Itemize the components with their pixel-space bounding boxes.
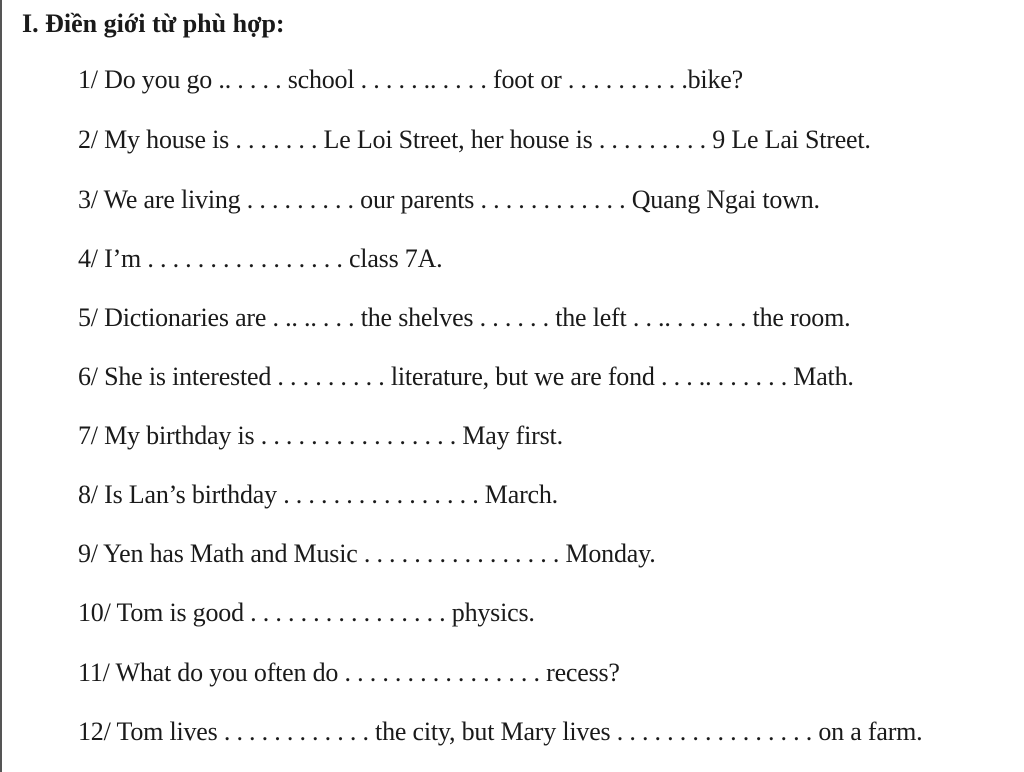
exercise-item-6: 6/ She is interested . . . . . . . . . literature, but we are fond . . . .. . . . . . . Math. [78,362,854,391]
exercise-item-7: 7/ My birthday is . . . . . . . . . . . . . . . . May first. [78,421,563,450]
exercise-heading: I. Điền giới từ phù hợp: [22,9,285,38]
exercise-item-5: 5/ Dictionaries are . .. .. . . . the shelves . . . . . . the left . . .. . . . . . . the room. [78,303,851,332]
exercise-item-4: 4/ I’m . . . . . . . . . . . . . . . . class 7A. [78,244,443,273]
exercise-item-1: 1/ Do you go .. . . . . school . . . . . .. . . . . foot or . . . . . . . . . .bike? [78,65,743,94]
exercise-item-12: 12/ Tom lives . . . . . . . . . . . . the city, but Mary lives . . . . . . . . . . . . . . . . on a farm. [78,717,923,746]
exercise-item-9: 9/ Yen has Math and Music . . . . . . . . . . . . . . . . Monday. [78,539,656,568]
exercise-item-11: 11/ What do you often do . . . . . . . . . . . . . . . . recess? [78,658,620,687]
exercise-item-3: 3/ We are living . . . . . . . . . our parents . . . . . . . . . . . . Quang Ngai town. [78,185,820,214]
exercise-item-2: 2/ My house is . . . . . . . Le Loi Street, her house is . . . . . . . . . 9 Le Lai Street. [78,125,871,154]
exercise-item-8: 8/ Is Lan’s birthday . . . . . . . . . . . . . . . . March. [78,480,558,509]
exercise-item-10: 10/ Tom is good . . . . . . . . . . . . . . . . physics. [78,598,535,627]
